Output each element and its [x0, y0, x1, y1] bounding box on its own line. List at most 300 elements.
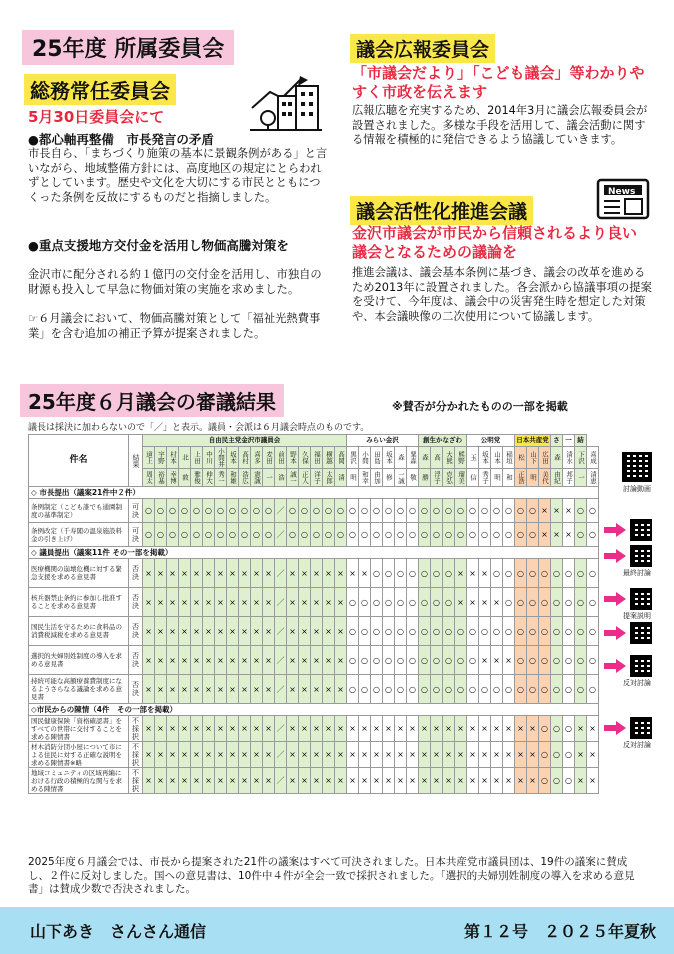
motion-result: 否決 — [129, 588, 143, 617]
vote-cell: ○ — [347, 588, 359, 617]
member-name: 粟森 — [407, 447, 419, 469]
vote-cell: ○ — [347, 646, 359, 675]
vote-cell: × — [527, 716, 539, 742]
page-title-box — [22, 30, 234, 65]
vote-cell: × — [335, 742, 347, 768]
vote-cell: ○ — [215, 499, 227, 523]
member-name: 坂本 — [227, 447, 239, 469]
vote-cell: × — [143, 716, 155, 742]
vote-cell: ○ — [287, 523, 299, 547]
member-name: 稲垣 — [503, 447, 515, 469]
vote-cell: × — [563, 523, 575, 547]
city-buildings-icon — [248, 66, 324, 132]
vote-cell: × — [251, 646, 263, 675]
motion-name: 国民生活を守るために食料品の消費税減税を求める意見書 — [29, 617, 129, 646]
koho-title-box — [350, 34, 495, 63]
vote-cell: × — [191, 742, 203, 768]
vote-cell: × — [215, 559, 227, 588]
somu-title-box — [24, 74, 176, 105]
vote-cell: ○ — [539, 646, 551, 675]
right-arrow-icon — [604, 626, 626, 640]
vote-cell: × — [227, 716, 239, 742]
vote-cell: × — [359, 768, 371, 794]
vote-cell: × — [395, 742, 407, 768]
vote-cell: ○ — [587, 675, 599, 704]
vote-cell: × — [359, 716, 371, 742]
vote-cell: ○ — [431, 523, 443, 547]
right-arrow-icon — [604, 592, 626, 606]
vote-cell: ○ — [335, 523, 347, 547]
vote-cell: ○ — [359, 675, 371, 704]
motion-name: 材木消防分団小屋について市による住民に対する正確な説明を求める陳情書※略 — [29, 742, 129, 768]
vote-cell: × — [179, 675, 191, 704]
vote-cell: × — [251, 742, 263, 768]
member-name: 下沢 — [575, 447, 587, 469]
vote-cell: ○ — [563, 588, 575, 617]
vote-cell: × — [287, 559, 299, 588]
vote-cell: × — [155, 646, 167, 675]
right-arrow-icon — [604, 721, 626, 735]
member-name: 明 — [491, 469, 503, 487]
vote-cell: ○ — [467, 523, 479, 547]
vote-cell: × — [347, 716, 359, 742]
vote-cell: × — [575, 742, 587, 768]
vote-cell: ／ — [275, 768, 287, 794]
member-name: 山下 — [527, 447, 539, 469]
vote-cell: × — [287, 588, 299, 617]
vote-cell: × — [263, 675, 275, 704]
vote-cell: ○ — [323, 523, 335, 547]
vote-cell: × — [587, 768, 599, 794]
vote-cell: × — [539, 523, 551, 547]
vote-cell: ○ — [347, 523, 359, 547]
vote-cell: ○ — [491, 499, 503, 523]
vote-cell: ○ — [575, 499, 587, 523]
vote-cell: × — [515, 716, 527, 742]
vote-cell: ○ — [167, 523, 179, 547]
vote-cell: ○ — [227, 499, 239, 523]
member-name: 明 — [347, 469, 359, 487]
vote-cell: ○ — [575, 675, 587, 704]
vote-cell: × — [335, 768, 347, 794]
faction-header: さ — [551, 435, 563, 447]
section-row-mayor — [29, 487, 599, 499]
vote-cell: ○ — [455, 617, 467, 646]
qr-link[interactable] — [623, 655, 652, 688]
qr-header-caption: 討論動画 — [623, 485, 651, 493]
member-name: 田島 — [371, 447, 383, 469]
vote-cell: ○ — [563, 617, 575, 646]
vote-cell: ○ — [587, 588, 599, 617]
member-name: 和雄 — [227, 469, 239, 487]
vote-cell: ○ — [539, 617, 551, 646]
vote-cell: × — [239, 742, 251, 768]
vote-cell: ○ — [563, 716, 575, 742]
vote-cell: × — [407, 768, 419, 794]
vote-cell: ○ — [527, 675, 539, 704]
vote-cell: ○ — [371, 617, 383, 646]
vote-cell: × — [227, 646, 239, 675]
vote-cell: ／ — [275, 523, 287, 547]
vote-cell: × — [479, 588, 491, 617]
vote-cell: ○ — [563, 559, 575, 588]
vote-cell: ○ — [467, 617, 479, 646]
right-arrow-icon — [604, 659, 626, 673]
vote-cell: ／ — [275, 646, 287, 675]
vote-cell: ○ — [383, 523, 395, 547]
vote-cell: × — [311, 675, 323, 704]
vote-cell: × — [467, 716, 479, 742]
table-row — [29, 617, 599, 646]
member-name: 勝 — [419, 469, 431, 487]
qr-code-icon — [630, 588, 652, 610]
vote-cell: × — [335, 675, 347, 704]
vote-cell: ○ — [539, 742, 551, 768]
qr-caption: 最終討論 — [623, 569, 651, 577]
vote-cell: × — [155, 768, 167, 794]
vote-cell: ○ — [407, 499, 419, 523]
vote-cell: × — [251, 588, 263, 617]
vote-cell: × — [323, 716, 335, 742]
vote-cell: × — [539, 499, 551, 523]
vote-cell: ○ — [587, 617, 599, 646]
vote-cell: ○ — [479, 617, 491, 646]
qr-link[interactable] — [623, 588, 652, 621]
vote-cell: ○ — [395, 523, 407, 547]
vote-cell: ○ — [563, 768, 575, 794]
vote-cell: × — [251, 617, 263, 646]
qr-link[interactable] — [623, 545, 652, 578]
section-heading: ◇ 市長提出（議案21件中２件） — [29, 487, 599, 499]
vote-cell: × — [467, 742, 479, 768]
qr-link[interactable] — [630, 519, 652, 541]
vote-cell: × — [179, 742, 191, 768]
vote-cell: ○ — [239, 523, 251, 547]
vote-cell: ○ — [191, 523, 203, 547]
member-name: 玉 — [467, 447, 479, 469]
vote-cell: × — [179, 617, 191, 646]
vote-cell: ○ — [419, 559, 431, 588]
member-name: 久保 — [299, 447, 311, 469]
section-row-member — [29, 547, 599, 559]
vote-cell: × — [479, 768, 491, 794]
vote-cell: ○ — [539, 768, 551, 794]
vote-cell: ○ — [239, 499, 251, 523]
member-name: 伸大 — [203, 469, 215, 487]
vote-cell: × — [419, 716, 431, 742]
vote-cell: ○ — [395, 617, 407, 646]
member-name: 美代 — [539, 469, 551, 487]
vote-cell: × — [287, 646, 299, 675]
member-name: 山本 — [491, 447, 503, 469]
member-name: 黒沢 — [347, 447, 359, 469]
vote-cell: × — [287, 617, 299, 646]
motion-name: 条例改定（千寿閣の温泉施設料金の引き上げ） — [29, 523, 129, 547]
member-name: 雅俊 — [191, 469, 203, 487]
vote-cell: × — [191, 588, 203, 617]
motion-result: 否決 — [129, 559, 143, 588]
motion-result: 不採択 — [129, 716, 143, 742]
col-result-header: 結果 — [129, 435, 143, 487]
vote-cell: ○ — [563, 646, 575, 675]
vote-cell: × — [335, 588, 347, 617]
member-name: 一 — [263, 469, 275, 487]
vote-cell: ○ — [443, 523, 455, 547]
vote-cell: × — [299, 559, 311, 588]
kasseika-title-box — [350, 196, 533, 225]
vote-cell: ○ — [443, 617, 455, 646]
news-label: News — [608, 187, 636, 197]
vote-cell: ○ — [527, 499, 539, 523]
vote-cell: ○ — [323, 499, 335, 523]
member-name: 洋子 — [311, 469, 323, 487]
vote-cell: ○ — [383, 559, 395, 588]
vote-cell: ○ — [215, 523, 227, 547]
vote-cell: ○ — [407, 559, 419, 588]
qr-caption: 提案説明 — [623, 612, 651, 620]
vote-cell: ○ — [503, 588, 515, 617]
vote-cell: × — [215, 675, 227, 704]
somu-item1-body: 市長自ら、「まちづくり施策の基本に景観条例がある」と言いながら、地域整備方針には、高度地区の規定にとらわれずとしています。歴史や文化を大切にする市民とともにつくった条例を反故にするものだと指摘しました。 — [28, 147, 328, 204]
vote-cell: ○ — [359, 646, 371, 675]
vote-cell: ○ — [431, 499, 443, 523]
vote-cell: ○ — [395, 559, 407, 588]
vote-cell: × — [455, 768, 467, 794]
member-name: 周太 — [143, 469, 155, 487]
member-name: 明 — [527, 469, 539, 487]
motion-result: 否決 — [129, 646, 143, 675]
vote-cell: × — [239, 617, 251, 646]
vote-cell: ○ — [527, 646, 539, 675]
vote-cell: ○ — [455, 499, 467, 523]
vote-cell: ○ — [587, 559, 599, 588]
motion-name: 核兵器禁止条約に参加し批准することを求める意見書 — [29, 588, 129, 617]
member-name: 小間井 — [215, 447, 227, 469]
vote-cell: × — [503, 716, 515, 742]
vote-cell: × — [527, 742, 539, 768]
vote-cell: × — [587, 716, 599, 742]
section-row-petition — [29, 704, 599, 716]
vote-cell: × — [203, 675, 215, 704]
vote-cell: × — [515, 742, 527, 768]
results-title: 25年度６月議会の審議結果 — [28, 390, 276, 414]
vote-cell: × — [575, 716, 587, 742]
vote-cell: ○ — [203, 499, 215, 523]
vote-cell: ○ — [539, 588, 551, 617]
vote-cell: × — [203, 768, 215, 794]
member-name: 一 — [575, 469, 587, 487]
faction-header: みらい金沢 — [347, 435, 419, 447]
vote-cell: × — [311, 559, 323, 588]
motion-result: 不採択 — [129, 768, 143, 794]
vote-cell: ／ — [275, 716, 287, 742]
motion-result: 否決 — [129, 617, 143, 646]
vote-cell: ○ — [383, 588, 395, 617]
vote-cell: ／ — [275, 559, 287, 588]
somu-item2-body: 金沢市に配分される約１億円の交付金を活用し、市独自の財源も投入して早急に物価対策の実施を求めました。 — [28, 268, 322, 296]
vote-cell: ○ — [503, 499, 515, 523]
motion-result: 可決 — [129, 523, 143, 547]
vote-cell: × — [239, 675, 251, 704]
vote-cell: × — [323, 617, 335, 646]
motion-name: 地域コミュニティの区域再編における行政の積極的な関与を求める陳情書 — [29, 768, 129, 794]
vote-cell: × — [167, 588, 179, 617]
vote-cell: ○ — [143, 499, 155, 523]
vote-cell: ○ — [539, 675, 551, 704]
vote-cell: × — [167, 559, 179, 588]
member-name: 広田 — [539, 447, 551, 469]
vote-cell: × — [299, 742, 311, 768]
motion-name: 持続可能な高額療養費制度になるようさらなる議論を求める意見書 — [29, 675, 129, 704]
member-name: 小間 — [359, 447, 371, 469]
vote-cell: ○ — [311, 499, 323, 523]
vote-cell: ○ — [143, 523, 155, 547]
motion-name: 医療機関の崩壊危機に対する緊急支援を求める意見書 — [29, 559, 129, 588]
table-row — [29, 588, 599, 617]
newspaper-icon — [594, 176, 654, 222]
qr-link[interactable] — [623, 717, 652, 750]
member-name: 坂本 — [479, 447, 491, 469]
member-name: 一誠 — [395, 469, 407, 487]
vote-cell: × — [191, 559, 203, 588]
vote-cell: × — [191, 768, 203, 794]
faction-header: 一 — [563, 435, 575, 447]
vote-cell: × — [491, 646, 503, 675]
vote-cell: × — [167, 742, 179, 768]
qr-link[interactable] — [630, 622, 652, 644]
vote-cell: ○ — [503, 675, 515, 704]
vote-cell: ○ — [407, 617, 419, 646]
vote-cell: × — [179, 716, 191, 742]
vote-cell: ○ — [551, 675, 563, 704]
vote-cell: ○ — [515, 588, 527, 617]
vote-cell: × — [323, 646, 335, 675]
vote-cell: ○ — [287, 499, 299, 523]
vote-cell: × — [191, 675, 203, 704]
table-row — [29, 768, 599, 794]
vote-cell: × — [299, 716, 311, 742]
vote-cell: × — [155, 617, 167, 646]
vote-cell: × — [287, 675, 299, 704]
vote-cell: × — [455, 559, 467, 588]
vote-cell: ○ — [551, 768, 563, 794]
member-name: 宇野 — [155, 447, 167, 469]
vote-cell: × — [299, 588, 311, 617]
vote-cell: × — [227, 559, 239, 588]
vote-cell: × — [431, 768, 443, 794]
vote-cell: × — [467, 768, 479, 794]
qr-code-icon — [630, 717, 652, 739]
vote-cell: × — [503, 742, 515, 768]
vote-cell: × — [167, 617, 179, 646]
vote-cell: ○ — [335, 499, 347, 523]
member-name: 上田 — [191, 447, 203, 469]
vote-cell: ○ — [575, 646, 587, 675]
right-arrow-icon — [604, 549, 626, 563]
vote-cell: × — [191, 716, 203, 742]
vote-cell: ○ — [479, 499, 491, 523]
member-name: 由紀 — [551, 469, 563, 487]
results-title-note: ※賛否が分かれたものの一部を掲載 — [392, 400, 568, 413]
vote-cell: × — [527, 768, 539, 794]
vote-cell: ○ — [431, 675, 443, 704]
vote-cell: × — [347, 559, 359, 588]
vote-cell: ○ — [503, 617, 515, 646]
vote-cell: ○ — [419, 675, 431, 704]
member-name: 高 — [431, 447, 443, 469]
vote-cell: ○ — [371, 588, 383, 617]
qr-code-icon — [630, 519, 652, 541]
vote-cell: ○ — [251, 523, 263, 547]
vote-cell: ○ — [551, 559, 563, 588]
vote-cell: × — [215, 742, 227, 768]
vote-cell: × — [143, 768, 155, 794]
vote-cell: × — [347, 742, 359, 768]
vote-cell: × — [179, 646, 191, 675]
vote-cell: ○ — [515, 617, 527, 646]
vote-cell: ○ — [515, 523, 527, 547]
vote-cell: ○ — [383, 646, 395, 675]
vote-cell: ○ — [563, 742, 575, 768]
koho-body: 広報広聴を充実するため、2014年3月に議会広報委員会が設置されました。多様な手段を活用して、議会活動に関する情報を積極的に発信できるよう協議していきます。 — [352, 104, 648, 147]
vote-cell: ○ — [203, 523, 215, 547]
vote-cell: × — [215, 588, 227, 617]
vote-cell: ○ — [443, 646, 455, 675]
vote-cell: ○ — [587, 523, 599, 547]
vote-cell: × — [263, 716, 275, 742]
vote-cell: × — [263, 559, 275, 588]
member-name: 北 — [179, 447, 191, 469]
vote-cell: × — [263, 768, 275, 794]
vote-cell: × — [383, 768, 395, 794]
vote-cell: × — [215, 716, 227, 742]
vote-cell: × — [191, 617, 203, 646]
vote-cell: × — [371, 768, 383, 794]
qr-header[interactable] — [622, 452, 652, 494]
member-name: 森 — [395, 447, 407, 469]
vote-cell: ○ — [515, 675, 527, 704]
vote-cell: × — [467, 588, 479, 617]
faction-header: 結 — [575, 435, 587, 447]
motion-name: 国民健康保険「資格確認書」をすべての世帯に交付することを求める陳情書 — [29, 716, 129, 742]
vote-cell: ○ — [431, 617, 443, 646]
vote-cell: × — [311, 742, 323, 768]
vote-cell: ○ — [263, 523, 275, 547]
vote-cell: × — [491, 588, 503, 617]
vote-cell: × — [251, 559, 263, 588]
vote-cell: ○ — [539, 716, 551, 742]
vote-cell: ○ — [551, 617, 563, 646]
vote-cell: × — [203, 646, 215, 675]
vote-cell: ○ — [467, 646, 479, 675]
vote-cell: × — [215, 646, 227, 675]
kasseika-body: 推進会議は、議会基本条例に基づき、議会の改革を進めるため2013年に設置されました。各会派から協議事項の提案を受けて、今年度は、議会中の災害発生時を想定した対策や、本会議映像の二次使用について協議します。 — [352, 266, 652, 323]
motion-result: 可決 — [129, 499, 143, 523]
vote-cell: × — [299, 768, 311, 794]
vote-cell: × — [203, 588, 215, 617]
vote-cell: ○ — [419, 617, 431, 646]
member-name: 森 — [551, 447, 563, 469]
vote-cell: ○ — [575, 588, 587, 617]
vote-cell: ○ — [491, 559, 503, 588]
vote-cell: ○ — [443, 559, 455, 588]
vote-cell: × — [395, 768, 407, 794]
vote-cell: × — [167, 675, 179, 704]
member-name: 裕基 — [155, 469, 167, 487]
somu-item2-head: ●重点支援地方交付金を活用し物価高騰対策を — [28, 238, 289, 253]
member-name: 清水 — [563, 447, 575, 469]
vote-cell: × — [179, 588, 191, 617]
